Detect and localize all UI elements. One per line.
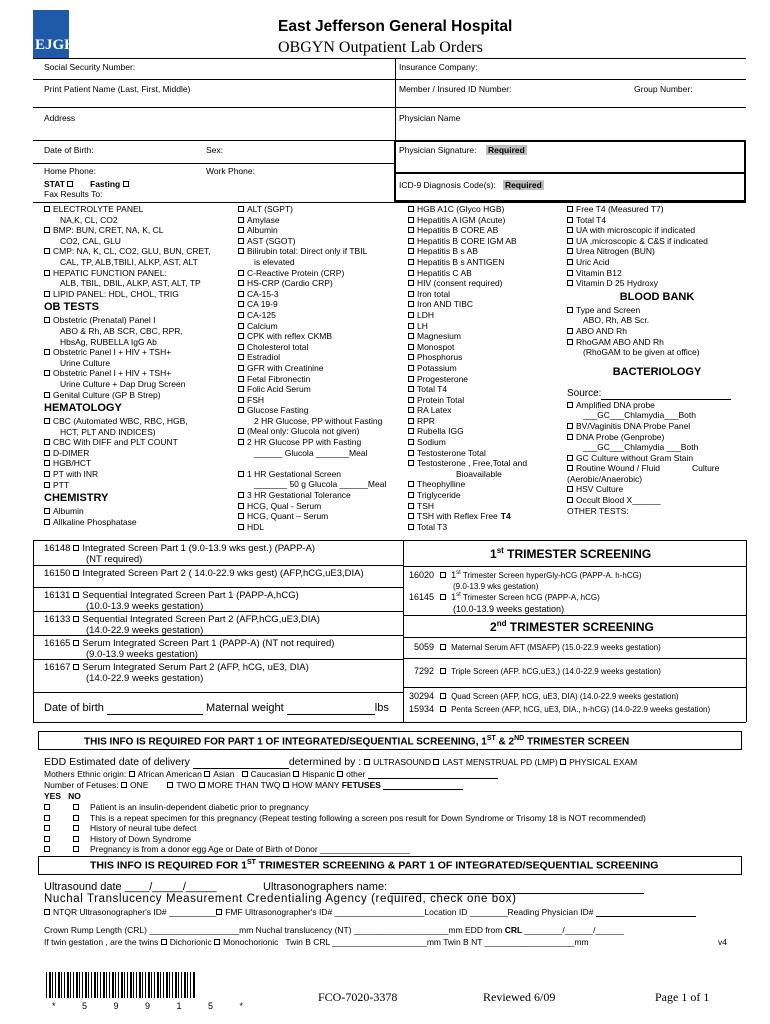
checkbox-test[interactable]: LDH [408,310,563,321]
checkbox-cbc-diff[interactable]: CBC With DIFF and PLT COUNT [44,437,229,448]
sub-text: (14.0-22.9 weeks gestation) [86,673,204,684]
required-badge: Required [487,145,525,155]
checkbox-test[interactable]: Sodium [408,437,563,448]
checkbox-test[interactable]: Bilirubin total: Direct only if TBIL [238,246,400,257]
checkbox-test[interactable]: Fetal Fibronectin [238,374,400,385]
checkbox-test[interactable]: Hepatitis B s AB [408,246,563,257]
sub-text: CO2, CAL, GLU [60,235,121,246]
yes-no-question[interactable]: Pregnancy is from a donor egg Age or Date of Birth of Donor ___________________ [44,844,410,854]
checkbox-ua-cs[interactable]: UA ,microscopic & C&S if indicated [567,236,747,247]
checkbox-test[interactable]: RA Latex [408,405,563,416]
checkbox-free-t4[interactable]: Free T4 (Measured T7) [567,204,747,215]
checkbox-test[interactable]: Total T3 [408,522,563,533]
banner-part1: THIS INFO IS REQUIRED FOR PART 1 OF INTEGRATED/SEQUENTIAL SCREENING, 1ST & 2ND TRIMESTER SCREEN [84,735,630,748]
spacer [238,458,400,469]
nt-agency: Nuchal Translucency Measurement Credentialing Agency (required, check one box) [44,893,517,905]
checkbox-test[interactable]: Phosphorus [408,352,563,363]
checkbox-test[interactable]: GFR with Creatinine [238,363,400,374]
home-phone-label: Home Phone: [44,166,96,176]
sub-text: _______ 50 g Glucola ______Meal [254,479,387,490]
checkbox-test[interactable]: Hepatitis B s ANTIGEN [408,257,563,268]
checkbox-7292[interactable]: 7292 Triple Screen (AFP. hCG,uE3,) (14.0-22.9 weeks gestation) [414,666,661,676]
ntqr-fmf-row[interactable]: NTQR Ultrasonographer's ID# __________ FMF Ultrasonographer's ID# ___________________Location ID ________Reading Physician ID# [44,907,696,917]
checkbox-test[interactable]: HDL [238,522,400,533]
t4-bold: T4 [500,511,511,522]
checkbox-screen-16133[interactable]: 16133 Sequential Integrated Screen Part 2 (AFP,hCG,uE3,DIA) [44,614,320,625]
checkbox-5059[interactable]: 5059 Maternal Serum AFT (MSAFP) (15.0-22.9 weeks gestation) [414,642,661,652]
banner-first-trimester: THIS INFO IS REQUIRED FOR 1ST TRIMESTER SCREENING & PART 1 OF INTEGRATED/SEQUENTIAL SCREENING [90,859,659,872]
checkbox-test[interactable]: TSH with Reflex Free T4 [408,511,563,522]
yes-no-question[interactable]: History of Down Syndrome [44,834,191,844]
checkbox-hgb-hct[interactable]: HGB/HCT [44,458,229,469]
checkbox-test[interactable]: HGB A1C (Glyco HGB) [408,204,563,215]
checkbox-uric-acid[interactable]: Uric Acid [567,257,747,268]
checkbox-screen-16150[interactable]: 16150 Integrated Screen Part 2 ( 14.0-22.9 wks gest) (AFP,hCG,uE3,DIA) [44,568,364,579]
checkbox-test[interactable]: ALT (SGPT) [238,204,400,215]
sub-text: (10.0-13.9 weeks gestation) [453,604,565,614]
first-trimester-title: 1st TRIMESTER SCREENING [490,546,652,561]
checkbox-test[interactable]: Cholesterol total [238,342,400,353]
checkbox-occult-blood[interactable]: Occult Blood X______ [567,495,747,506]
checkbox-abo-rh[interactable]: ABO AND Rh [567,326,747,337]
checkbox-test[interactable]: Hepatitis B CORE AB [408,225,563,236]
checkbox-test[interactable]: LH [408,321,563,332]
reviewed-date: Reviewed 6/09 [483,990,556,1004]
checkbox-test[interactable]: TSH [408,501,563,512]
checkbox-test[interactable]: Iron AND TIBC [408,299,563,310]
sub-text: HCT, PLT AND INDICES) [60,426,156,437]
sub-text: Urine Culture + Dap Drug Screen [60,378,186,389]
checkbox-test[interactable]: HCG, Qual - Serum [238,501,400,512]
checkbox-test[interactable]: Hepatitis B CORE IGM AB [408,236,563,247]
checkbox-test[interactable]: CPK with reflex CKMB [238,331,400,342]
sub-text: (Aerobic/Anaerobic) [567,473,643,484]
checkbox-test[interactable]: Potassium [408,363,563,374]
checkbox-test[interactable]: Glucose Fasting [238,405,400,416]
fetus-count-row[interactable]: Number of Fetuses: ONE TWO MORE THAN TWQ HOW MANY FETUSES [44,780,463,790]
yes-no-question[interactable]: History of neural tube defect [44,823,196,833]
checkbox-test[interactable]: Testosterone Total [408,448,563,459]
page-number: Page 1 of 1 [655,990,710,1004]
checkbox-hepatic[interactable]: HEPATIC FUNCTION PANEL: [44,268,229,279]
checkbox-wound-culture[interactable]: Routine Wound / Fluid Culture [567,463,747,474]
sub-text: (RhoGAM to be given at office) [583,347,700,358]
checkbox-test[interactable]: (Meal only: Glucola not given) [238,426,400,437]
checkbox-rhogam[interactable]: RhoGAM ABO AND Rh [567,337,747,348]
edd-row[interactable]: EDD Estimated date of delivery determined by : ULTRASOUND LAST MENSTRUAL PD (LMP) PHYSICAL EXAM [44,756,638,768]
checkbox-test[interactable]: CA-125 [238,310,400,321]
dob-weight-row: Date of birth Maternal weight lbs [44,702,389,714]
sub-text: (10.0-13.9 weeks gestation) [86,601,204,612]
sub-text: ___GC___Chlamydia ___Both [583,442,699,453]
other-tests-label: OTHER TESTS: [567,505,629,516]
checkbox-electrolyte[interactable]: ELECTROLYTE PANEL [44,204,229,215]
checkbox-test[interactable]: Rubella IGG [408,426,563,437]
twin-row[interactable]: If twin gestation , are the twins Dichorionic Monochorionic Twin B CRL ____________________mm Twin B NT ___________________mm [44,937,589,947]
dob-label: Date of Birth: [44,145,94,155]
sub-text: Bioavailable [456,468,502,479]
checkbox-ob-panel-hiv[interactable]: Obstetric Panel I + HIV + TSH+ [44,347,229,358]
work-phone-label: Work Phone: [206,166,255,176]
fax-label: Fax Results To: [44,189,103,199]
checkbox-test[interactable]: Estradiol [238,352,400,363]
sub-text: CAL, TP, ALB,TBILI, ALKP, AST, ALT [60,256,198,267]
checkbox-test[interactable]: Protein Total [408,395,563,406]
hematology-heading: HEMATOLOGY [44,402,122,415]
checkbox-15934[interactable]: 15934 Penta Screen (AFP, hCG, uE3, DIA., h-hCG) (14.0-22.9 weeks gestation) [409,704,711,714]
checkbox-ob-panel-drug[interactable]: Obstetric Panel I + HIV + TSH+ [44,368,229,379]
checkbox-test[interactable]: AST (SGOT) [238,236,400,247]
checkbox-cbc[interactable]: CBC (Automated WBC, RBC, HGB, [44,416,229,427]
checkbox-vit-d[interactable]: Vitamin D 25 Hydroxy [567,278,747,289]
checkbox-test[interactable]: CA-15-3 [238,289,400,300]
ssn-label: Social Security Number: [44,62,136,72]
checkbox-genital-culture[interactable]: Genital Culture (GP B Strep) [44,390,229,401]
checkbox-screen-16148[interactable]: 16148 Integrated Screen Part 1 (9.0-13.9 wks gest.) (PAPP-A) [44,543,316,554]
checkbox-test[interactable]: Testosterone , Free,Total and [408,458,563,469]
barcode-text: * 5 9 9 1 5 * [52,1001,256,1011]
sex-label: Sex: [206,145,224,155]
sub-text: ___GC___Chlamydia___Both [583,410,696,421]
member-id-label: Member / Insured ID Number: [399,84,512,94]
checkbox-b12[interactable]: Vitamin B12 [567,268,747,279]
checkbox-ua-micro[interactable]: UA with microscopic if indicated [567,225,747,236]
sonographer-name[interactable]: Ultrasonographers name: [263,881,644,894]
checkbox-test[interactable]: Progesterone [408,374,563,385]
sub-text: HbsAg, RUBELLA IgG Ab [60,336,157,347]
chemistry-heading: CHEMISTRY [44,492,109,505]
insurance-label: Insurance Company: [399,62,478,72]
col-tests-2 [238,204,400,532]
hospital-name: East Jefferson General Hospital [278,18,513,35]
checkbox-total-t4[interactable]: Total T4 [567,215,747,226]
sub-text: is elevated [254,256,295,267]
checkbox-test[interactable]: Monospot [408,342,563,353]
checkbox-test[interactable]: Calcium [238,321,400,332]
checkbox-test[interactable]: Folic Acid Serum [238,384,400,395]
checkbox-test[interactable]: C-Reactive Protein (CRP) [238,268,400,279]
ultrasound-date[interactable]: Ultrasound date ____/_____/_____ [44,881,217,893]
source-label: Source: [567,388,747,400]
checkbox-lipid[interactable]: LIPID PANEL: HDL, CHOL, TRIG [44,289,229,300]
checkbox-16020[interactable]: 16020 1st Trimester Screen hyperGly-hCG (PAPP-A. h-hCG) [409,570,642,580]
physician-signature-label: Physician Signature: Required [399,145,525,155]
blood-bank-heading: BLOOD BANK [619,290,695,303]
checkbox-test[interactable]: Theophylline [408,479,563,490]
checkbox-bun[interactable]: Urea Nitrogen (BUN) [567,246,747,257]
checkbox-bv-probe[interactable]: BV/Vaginitis DNA Probe Panel [567,421,747,432]
ethnic-origin-row[interactable]: Mothers Ethnic origin: African American Asian Caucasian Hispanic other [44,769,498,779]
checkbox-16145[interactable]: 16145 1st Trimester Screen hCG (PAPP-A, hCG) [409,592,600,602]
checkbox-d-dimer[interactable]: D-DIMER [44,448,229,459]
address-label: Address [44,113,76,123]
checkbox-hsv[interactable]: HSV Culture [567,484,747,495]
col-tests-3 [408,204,563,532]
checkbox-bmp[interactable]: BMP: BUN, CRET, NA, K, CL [44,225,229,236]
sub-text: 2 HR Glucose, PP without Fasting [254,415,383,426]
second-trimester-title: 2nd TRIMESTER SCREENING [490,619,654,634]
stat-checkbox[interactable]: STAT [44,179,76,189]
group-label: Group Number: [634,84,693,94]
checkbox-screen-16167[interactable]: 16167 Serum Integrated Serum Part 2 (AFP, hCG, uE3, DIA) [44,662,309,673]
checkbox-pt-inr[interactable]: PT with INR [44,469,229,480]
yes-no-question[interactable]: Patient is an insulin-dependent diabetic prior to pregnancy [44,802,309,812]
sub-text: ______ Glucola _______Meal [254,447,368,458]
sub-text: NA,K, CL, CO2 [60,214,118,225]
checkbox-ptt[interactable]: PTT [44,480,229,491]
checkbox-test[interactable]: Iron total [408,289,563,300]
sub-text: ALB, TBIL, DBIL, ALKP, AST, ALT, TP [60,278,201,289]
checkbox-test[interactable]: 1 HR Gestational Screen [238,469,400,480]
checkbox-test[interactable]: 2 HR Glucose PP with Fasting [238,437,400,448]
checkbox-dna-probe[interactable]: Amplified DNA probe [567,400,747,411]
checkbox-test[interactable]: Triglyceride [408,490,563,501]
yes-no-header: YES NO [44,791,81,801]
col-chemistry-panels [44,204,229,527]
form-title: OBGYN Outpatient Lab Orders [278,39,483,56]
checkbox-gc-culture[interactable]: GC Culture without Gram Stain [567,453,747,464]
checkbox-screen-16131[interactable]: 16131 Sequential Integrated Screen Part 1 (PAPP-A,hCG) [44,590,299,601]
checkbox-test[interactable]: CA 19-9 [238,299,400,310]
bacteriology-heading: BACTERIOLOGY [612,365,702,378]
sub-text: (9.0-13.9 weeks gestation) [86,649,198,660]
sub-text: Urine Culture [60,357,111,368]
form-number: FCO-7020-3378 [318,990,398,1004]
physician-name-label: Physician Name [399,113,461,123]
checkbox-test[interactable]: Hepatitis A IGM (Acute) [408,215,563,226]
checkbox-30294[interactable]: 30294 Quad Screen (AFP, hCG, uE3, DIA) (14.0-22.9 weeks gestation) [409,691,679,701]
yes-no-question[interactable]: This is a repeat specimen for this pregnancy (Repeat testing following a screen pos result for Down Syndrome or Trisomy 18 is NOT recommended) [44,813,646,823]
ejgh-logo: EJGH [33,10,69,58]
barcode [46,972,196,998]
checkbox-test[interactable]: Amylase [238,215,400,226]
checkbox-alk-phos[interactable]: Allkaline Phosphatase [44,517,229,528]
crl-row[interactable]: Crown Rump Length (CRL) ___________________mm Nuchal translucency (NT) ____________________mm EDD from CRL ________/______/______ [44,925,624,935]
sub-text: (9.0-13.9 wks gestation) [453,582,539,591]
checkbox-albumin[interactable]: Albumin [44,506,229,517]
checkbox-test[interactable]: HS-CRP (Cardio CRP) [238,278,400,289]
checkbox-test[interactable]: RPR [408,416,563,427]
icd9-label: ICD-9 Diagnosis Code(s): Required [399,180,542,190]
version: v4 [718,937,727,947]
checkbox-cmp[interactable]: CMP: NA, K, CL, CO2, GLU, BUN, CRET, [44,246,229,257]
checkbox-type-screen[interactable]: Type and Screen [567,305,747,316]
checkbox-test[interactable]: Total T4 [408,384,563,395]
checkbox-test[interactable]: HIV (consent required) [408,278,563,289]
checkbox-test[interactable]: Albumin [238,225,400,236]
checkbox-test[interactable]: HCG, Quant – Serum [238,511,400,522]
patient-name-label: Print Patient Name (Last, First, Middle) [44,84,191,94]
checkbox-test[interactable]: Magnesium [408,331,563,342]
checkbox-ob-panel-1[interactable]: Obstetric (Prenatal) Panel I [44,315,229,326]
checkbox-test[interactable]: 3 HR Gestational Tolerance [238,490,400,501]
checkbox-genprobe[interactable]: DNA Probe (Genprobe) [567,432,747,443]
sub-text: (NT required) [86,554,143,565]
sub-text: ABO, Rh, AB Scr. [583,315,650,326]
checkbox-screen-16165[interactable]: 16165 Serum Integrated Screen Part 1 (PAPP-A) (NT not required) [44,638,335,649]
sub-text: ABO & Rh, AB SCR, CBC, RPR, [60,325,183,336]
ob-tests-heading: OB TESTS [44,301,100,314]
fasting-checkbox[interactable]: Fasting [90,179,132,189]
col-tests-4 [567,204,747,516]
checkbox-test[interactable]: Hepatitis C AB [408,268,563,279]
sub-text: (14.0-22.9 weeks gestation) [86,625,204,636]
checkbox-test[interactable]: FSH [238,395,400,406]
